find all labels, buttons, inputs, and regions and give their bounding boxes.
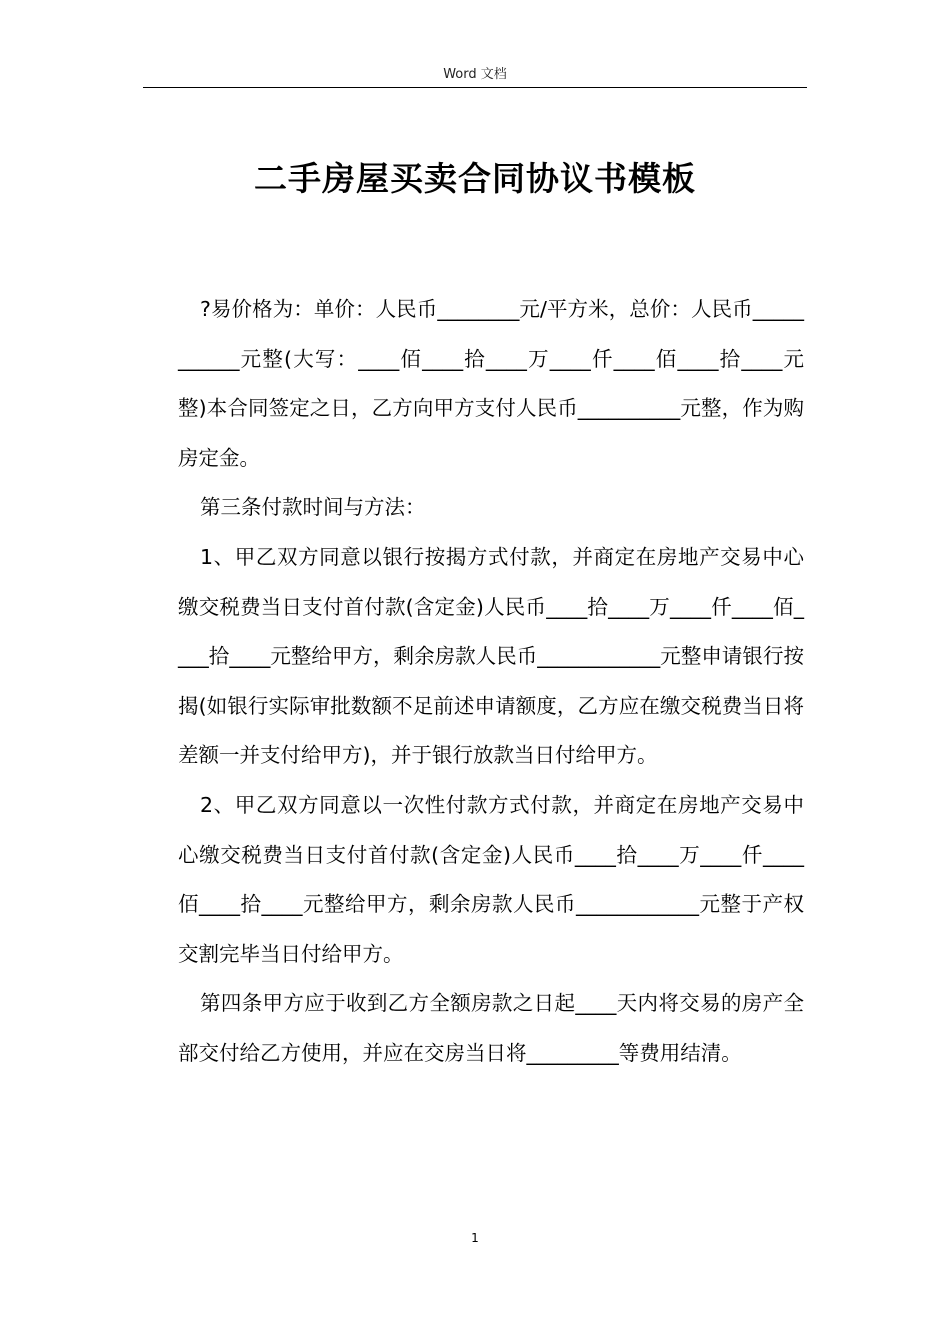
header-divider xyxy=(143,87,807,88)
paragraph-article-3-heading: 第三条付款时间与方法： xyxy=(200,495,426,520)
page-header: Word 文档 xyxy=(443,67,507,82)
document-title: 二手房屋买卖合同协议书模板 xyxy=(254,159,696,198)
paragraph-lump-sum-payment: 2、甲乙双方同意以一次性付款方式付款，并商定在房地产交易中心缴交税费当日支付首付款(含定金)人民币____拾____万____仟____佰____拾____元整给甲方，剩余房款人民币____________元整于产权交割完毕当日付给甲方。 xyxy=(178,792,804,966)
paragraph-article-4: 第四条甲方应于收到乙方全额房款之日起____天内将交易的房产全部交付给乙方使用，并应在交房当日将_________等费用结清。 xyxy=(178,991,804,1065)
document-body xyxy=(178,285,804,1079)
paragraph-mortgage-payment: 1、甲乙双方同意以银行按揭方式付款，并商定在房地产交易中心缴交税费当日支付首付款(含定金)人民币____拾____万____仟____佰____拾____元整给甲方，剩余房款人民币____________元整申请银行按揭(如银行实际审批数额不足前述申请额度，乙方应在缴交税费当日将差额一并支付给甲方)，并于银行放款当日付给甲方。 xyxy=(178,544,804,768)
paragraph-price: ?易价格为：单价：人民币________元/平方米，总价：人民币___________元整(大写：____佰____拾____万____仟____佰____拾____元整)本合同签定之日，乙方向甲方支付人民币__________元整，作为购房定金。 xyxy=(178,297,804,470)
page-number: 1 xyxy=(471,1231,479,1245)
